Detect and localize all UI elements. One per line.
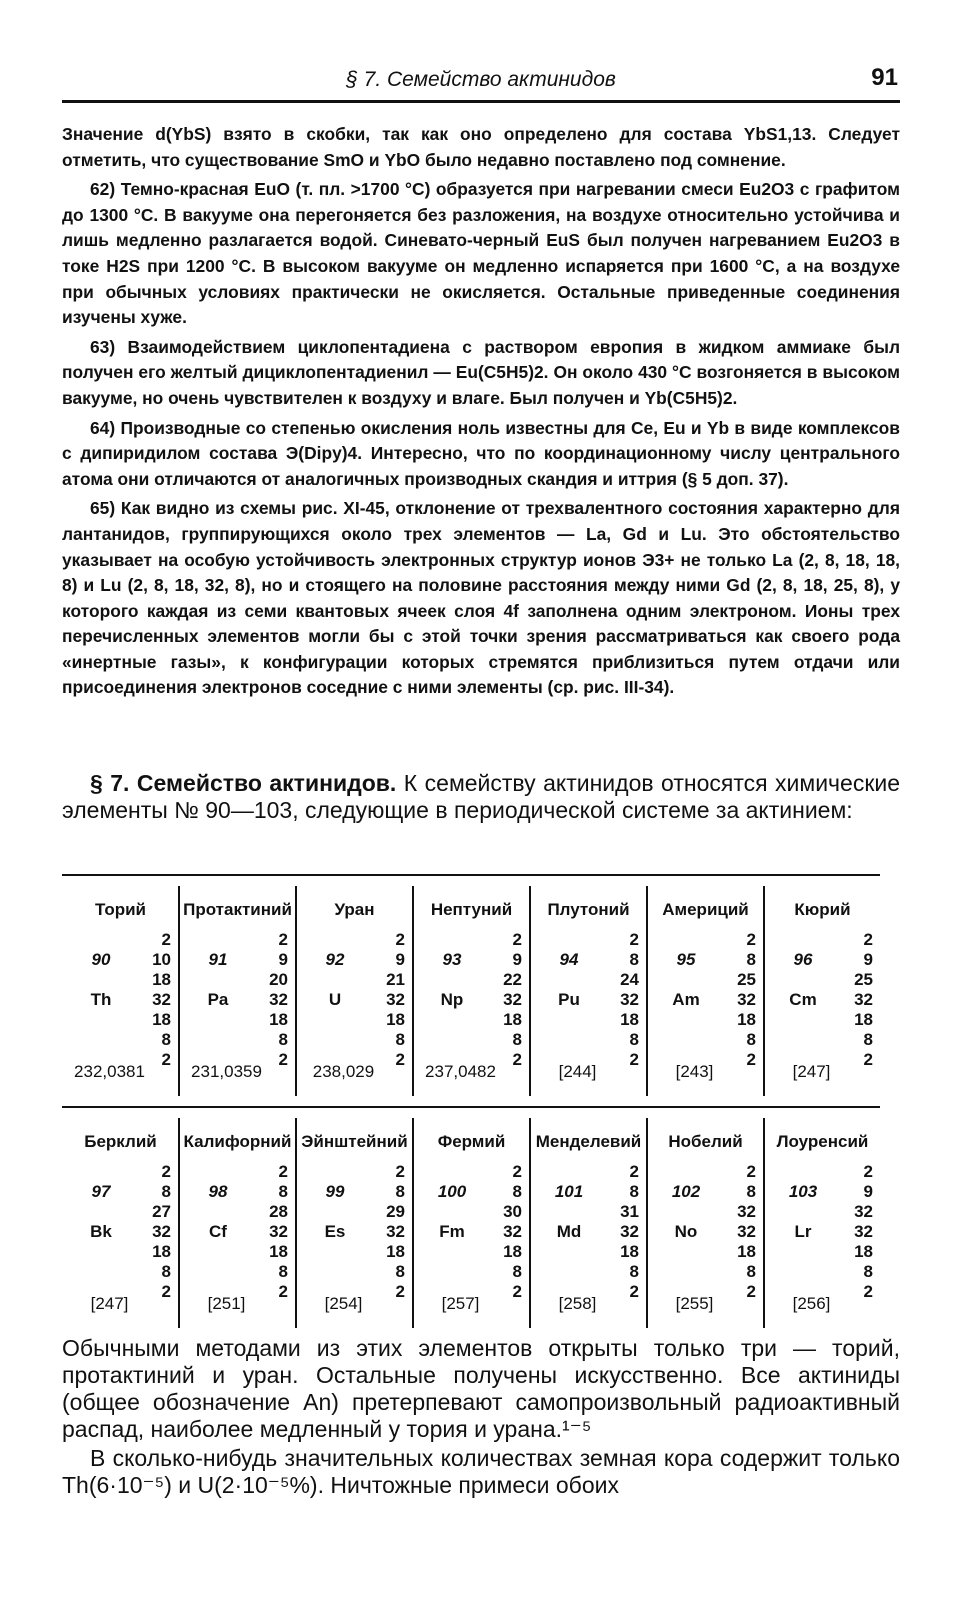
shell-count: 32 <box>269 1222 288 1241</box>
electron-shells <box>375 1162 405 1302</box>
atomic-mass: [243] <box>675 1062 714 1081</box>
shell-count: 8 <box>512 1182 522 1201</box>
element-symbol: Am <box>672 990 700 1009</box>
shell-count: 22 <box>503 970 522 989</box>
shell-count: 18 <box>152 1010 171 1029</box>
element-cell <box>647 1110 764 1330</box>
element-name: Менделевий <box>535 1132 642 1151</box>
body-paragraph-1: Обычными методами из этих элементов открыты только три — торий, протактиний и уран. Остальные получены искусственно. Все актиниды (общее обозначение An) претерпевают самопроизвольный радиоактивный распад, наиболее медленный у тория и урана.¹⁻⁵ <box>62 1335 900 1442</box>
shell-count: 8 <box>629 1030 639 1049</box>
shell-count: 18 <box>386 1010 405 1029</box>
element-name: Кюрий <box>794 900 851 919</box>
shell-count: 18 <box>620 1242 639 1261</box>
shell-count: 2 <box>863 930 873 949</box>
shell-count: 2 <box>746 1050 756 1069</box>
shell-count: 18 <box>737 1242 756 1261</box>
element-symbol: Bk <box>90 1222 112 1241</box>
shell-count: 8 <box>395 1182 405 1201</box>
shell-count: 2 <box>863 1162 873 1181</box>
element-name: Лоуренсий <box>776 1132 869 1151</box>
shell-count: 9 <box>863 1182 873 1201</box>
electron-shells <box>609 930 639 1070</box>
shell-count: 32 <box>854 1202 873 1221</box>
column-divider <box>763 1118 765 1328</box>
shell-count: 30 <box>503 1202 522 1221</box>
shell-count: 2 <box>629 930 639 949</box>
shell-count: 18 <box>152 1242 171 1261</box>
section-intro <box>62 770 900 824</box>
element-name: Нобелий <box>668 1132 743 1151</box>
element-cell <box>413 1110 530 1330</box>
body-paragraph-2: В сколько-нибудь значительных количествах земная кора содержит только Th(6·10⁻⁵) и U(2·10⁻⁵%). Ничтожные примеси обоих <box>62 1445 900 1498</box>
note-65: 65) Как видно из схемы рис. XI-45, отклонение от трехвалентного состояния характерно для лантанидов, группирующихся около трех элементов — La, Gd и Lu. Это обстоятельство указывает на особую устойчивость электронных структур ионов Э3+ не только La (2, 8, 18, 18, 8) и Lu (2, 8, 18, 32, 8), но и стоящего на половине расстояния между ними Gd (2, 8, 18, 25, 8), у которого каждая из семи квантовых ячеек слоя 4f заполнена одним электроном. Ионы трех перечисленных элементов могли бы с этой точки зрения рассматриваться как своего рода «инертные газы», к конфигурации которых стремятся приблизиться путем отдачи или присоединения электронов соседние с ними элементы (ср. рис. III-34). <box>62 498 900 698</box>
atomic-mass: [258] <box>558 1294 597 1313</box>
note-62: 62) Темно-красная EuO (т. пл. >1700 °C) образуется при нагревании смеси Eu2O3 с графитом до 1300 °C. В вакууме она перегоняется без разложения, на воздухе относительно устойчива и лишь медленно разлагается водой. Синевато-черный EuS был получен нагреванием Eu2O3 в токе H2S при 1200 °C. В высоком вакууме он медленно испаряется при 1600 °C, а на воздухе при обычных условиях практически не окисляется. Остальные приведенные соединения изучены хуже. <box>62 179 900 328</box>
shell-count: 2 <box>746 1162 756 1181</box>
column-divider <box>295 1118 297 1328</box>
element-cell <box>62 1110 179 1330</box>
element-symbol: Es <box>324 1222 346 1241</box>
shell-count: 8 <box>161 1030 171 1049</box>
electron-shells <box>492 930 522 1070</box>
shell-count: 2 <box>746 1282 756 1301</box>
shell-count: 9 <box>512 950 522 969</box>
shell-count: 2 <box>863 1282 873 1301</box>
shell-count: 8 <box>278 1030 288 1049</box>
shell-count: 2 <box>629 1162 639 1181</box>
element-cell <box>413 878 530 1098</box>
shell-count: 8 <box>746 950 756 969</box>
atomic-mass: 238,029 <box>312 1062 375 1081</box>
atomic-mass: [256] <box>792 1294 831 1313</box>
shell-count: 8 <box>746 1030 756 1049</box>
shell-count: 2 <box>278 930 288 949</box>
shell-count: 28 <box>269 1202 288 1221</box>
note-64: 64) Производные со степенью окисления ноль известны для Ce, Eu и Yb в виде комплексов с дипиридилом состава Э(Dipy)4. Интересно, что по координационному числу центрального атома они отличаются от аналогичных производных скандия и иттрия (§ 5 доп. 37). <box>62 417 900 489</box>
shell-count: 2 <box>395 1282 405 1301</box>
atomic-number: 101 <box>554 1182 584 1201</box>
shell-count: 2 <box>512 1162 522 1181</box>
element-cell <box>530 1110 647 1330</box>
element-name: Торий <box>95 900 146 919</box>
shell-count: 24 <box>620 970 639 989</box>
element-cell <box>764 1110 881 1330</box>
column-divider <box>295 886 297 1096</box>
shell-count: 25 <box>854 970 873 989</box>
shell-count: 8 <box>512 1030 522 1049</box>
shell-count: 2 <box>161 930 171 949</box>
table-top-rule <box>62 874 880 876</box>
shell-count: 8 <box>863 1262 873 1281</box>
running-header <box>62 58 900 94</box>
element-cell <box>179 1110 296 1330</box>
element-symbol: Cm <box>789 990 817 1009</box>
atomic-number: 102 <box>671 1182 701 1201</box>
shell-count: 2 <box>863 1050 873 1069</box>
shell-count: 18 <box>620 1010 639 1029</box>
section-heading: § 7. Семейство актинидов. <box>90 770 397 796</box>
shell-count: 32 <box>152 1222 171 1241</box>
shell-count: 2 <box>512 930 522 949</box>
section-intro-text: К семейству актинидов относятся химические элементы № 90—103, следующие в периодической системе за актинием: <box>62 770 901 823</box>
table-middle-rule <box>62 1106 880 1108</box>
element-symbol: Pa <box>207 990 229 1009</box>
notes-section <box>62 122 900 705</box>
shell-count: 18 <box>854 1242 873 1261</box>
shell-count: 8 <box>629 1182 639 1201</box>
atomic-mass: 231,0359 <box>191 1062 262 1081</box>
element-name: Фермий <box>437 1132 506 1151</box>
shell-count: 29 <box>386 1202 405 1221</box>
shell-count: 32 <box>854 1222 873 1241</box>
electron-shells <box>609 1162 639 1302</box>
shell-count: 32 <box>620 1222 639 1241</box>
shell-count: 8 <box>629 950 639 969</box>
shell-count: 8 <box>863 1030 873 1049</box>
element-cell <box>647 878 764 1098</box>
shell-count: 32 <box>737 1222 756 1241</box>
element-symbol: Pu <box>558 990 580 1009</box>
electron-shells <box>258 1162 288 1302</box>
atomic-number: 93 <box>442 950 462 969</box>
shell-count: 32 <box>737 990 756 1009</box>
shell-count: 32 <box>386 1222 405 1241</box>
element-symbol: Np <box>440 990 464 1009</box>
shell-count: 2 <box>746 930 756 949</box>
shell-count: 8 <box>746 1262 756 1281</box>
atomic-mass: [247] <box>792 1062 831 1081</box>
shell-count: 27 <box>152 1202 171 1221</box>
shell-count: 2 <box>512 1050 522 1069</box>
shell-count: 32 <box>269 990 288 1009</box>
element-symbol: Md <box>556 1222 582 1241</box>
shell-count: 8 <box>278 1182 288 1201</box>
shell-count: 10 <box>152 950 171 969</box>
shell-count: 8 <box>161 1262 171 1281</box>
element-symbol: Lr <box>794 1222 812 1241</box>
atomic-mass: [247] <box>90 1294 129 1313</box>
shell-count: 2 <box>278 1282 288 1301</box>
electron-shells <box>726 930 756 1070</box>
element-name: Америций <box>662 900 749 919</box>
element-cell <box>530 878 647 1098</box>
running-title: § 7. Семейство актинидов <box>346 68 616 91</box>
table-row-1 <box>62 878 880 1098</box>
electron-shells <box>375 930 405 1070</box>
atomic-mass: [244] <box>558 1062 597 1081</box>
shell-count: 2 <box>395 1162 405 1181</box>
shell-count: 9 <box>278 950 288 969</box>
atomic-mass: [255] <box>675 1294 714 1313</box>
column-divider <box>412 1118 414 1328</box>
shell-count: 32 <box>152 990 171 1009</box>
element-name: Эйнштейний <box>301 1132 408 1151</box>
element-name: Плутоний <box>547 900 630 919</box>
column-divider <box>646 1118 648 1328</box>
shell-count: 8 <box>746 1182 756 1201</box>
column-divider <box>178 1118 180 1328</box>
shell-count: 8 <box>161 1182 171 1201</box>
shell-count: 2 <box>395 1050 405 1069</box>
shell-count: 18 <box>503 1010 522 1029</box>
atomic-mass: [254] <box>324 1294 363 1313</box>
shell-count: 2 <box>161 1050 171 1069</box>
element-symbol: U <box>328 990 342 1009</box>
shell-count: 32 <box>503 1222 522 1241</box>
shell-count: 2 <box>512 1282 522 1301</box>
shell-count: 32 <box>386 990 405 1009</box>
element-cell <box>62 878 179 1098</box>
electron-shells <box>141 930 171 1070</box>
shell-count: 9 <box>395 950 405 969</box>
shell-count: 21 <box>386 970 405 989</box>
element-symbol: Fm <box>439 1222 465 1241</box>
element-name: Уран <box>334 900 375 919</box>
electron-shells <box>726 1162 756 1302</box>
shell-count: 18 <box>854 1010 873 1029</box>
element-symbol: Cf <box>209 1222 227 1241</box>
shell-count: 2 <box>278 1162 288 1181</box>
atomic-number: 100 <box>437 1182 467 1201</box>
atomic-number: 96 <box>793 950 813 969</box>
electron-shells <box>141 1162 171 1302</box>
shell-count: 32 <box>503 990 522 1009</box>
shell-count: 2 <box>629 1282 639 1301</box>
shell-count: 2 <box>161 1162 171 1181</box>
column-divider <box>412 886 414 1096</box>
element-symbol: Th <box>90 990 112 1009</box>
atomic-mass: 232,0381 <box>74 1062 145 1081</box>
atomic-number: 91 <box>208 950 228 969</box>
column-divider <box>529 1118 531 1328</box>
shell-count: 8 <box>629 1262 639 1281</box>
atomic-number: 103 <box>788 1182 818 1201</box>
shell-count: 32 <box>854 990 873 1009</box>
element-cell <box>296 878 413 1098</box>
element-cell <box>296 1110 413 1330</box>
shell-count: 8 <box>395 1030 405 1049</box>
shell-count: 8 <box>395 1262 405 1281</box>
note-paragraph: Значение d(YbS) взято в скобки, так как оно определено для состава YbS1,13. Следует отметить, что существование SmO и YbO было недавно поставлено под сомнение. <box>62 124 900 170</box>
shell-count: 8 <box>512 1262 522 1281</box>
atomic-mass: 237,0482 <box>425 1062 496 1081</box>
shell-count: 18 <box>269 1242 288 1261</box>
shell-count: 18 <box>503 1242 522 1261</box>
atomic-mass: [251] <box>207 1294 246 1313</box>
body-text <box>62 1335 900 1499</box>
atomic-mass: [257] <box>441 1294 480 1313</box>
shell-count: 9 <box>863 950 873 969</box>
element-name: Протактиний <box>183 900 292 919</box>
table-row-2 <box>62 1110 880 1330</box>
atomic-number: 95 <box>676 950 696 969</box>
element-name: Нептуний <box>430 900 513 919</box>
electron-shells <box>492 1162 522 1302</box>
electron-shells <box>843 930 873 1070</box>
element-name: Калифорний <box>183 1132 292 1151</box>
atomic-number: 98 <box>208 1182 228 1201</box>
page-number: 91 <box>871 64 898 91</box>
column-divider <box>178 886 180 1096</box>
element-name: Берклий <box>84 1132 157 1151</box>
column-divider <box>646 886 648 1096</box>
element-symbol: No <box>674 1222 698 1241</box>
shell-count: 18 <box>152 970 171 989</box>
shell-count: 32 <box>737 1202 756 1221</box>
atomic-number: 94 <box>559 950 579 969</box>
shell-count: 2 <box>278 1050 288 1069</box>
shell-count: 31 <box>620 1202 639 1221</box>
element-cell <box>764 878 881 1098</box>
shell-count: 8 <box>278 1262 288 1281</box>
electron-shells <box>843 1162 873 1302</box>
atomic-number: 97 <box>91 1182 111 1201</box>
atomic-number: 90 <box>91 950 111 969</box>
shell-count: 32 <box>620 990 639 1009</box>
shell-count: 20 <box>269 970 288 989</box>
shell-count: 2 <box>161 1282 171 1301</box>
shell-count: 18 <box>269 1010 288 1029</box>
shell-count: 2 <box>395 930 405 949</box>
shell-count: 2 <box>629 1050 639 1069</box>
atomic-number: 99 <box>325 1182 345 1201</box>
electron-shells <box>258 930 288 1070</box>
shell-count: 18 <box>386 1242 405 1261</box>
column-divider <box>763 886 765 1096</box>
shell-count: 18 <box>737 1010 756 1029</box>
header-rule <box>62 100 900 103</box>
note-63: 63) Взаимодействием циклопентадиена с раствором европия в жидком аммиаке был получен его желтый дициклопентадиенил — Eu(C5H5)2. Он около 430 °C возгоняется в высоком вакууме, но очень чувствителен к воздуху и влаге. Был получен и Yb(C5H5)2. <box>62 336 900 408</box>
shell-count: 25 <box>737 970 756 989</box>
column-divider <box>529 886 531 1096</box>
atomic-number: 92 <box>325 950 345 969</box>
element-cell <box>179 878 296 1098</box>
